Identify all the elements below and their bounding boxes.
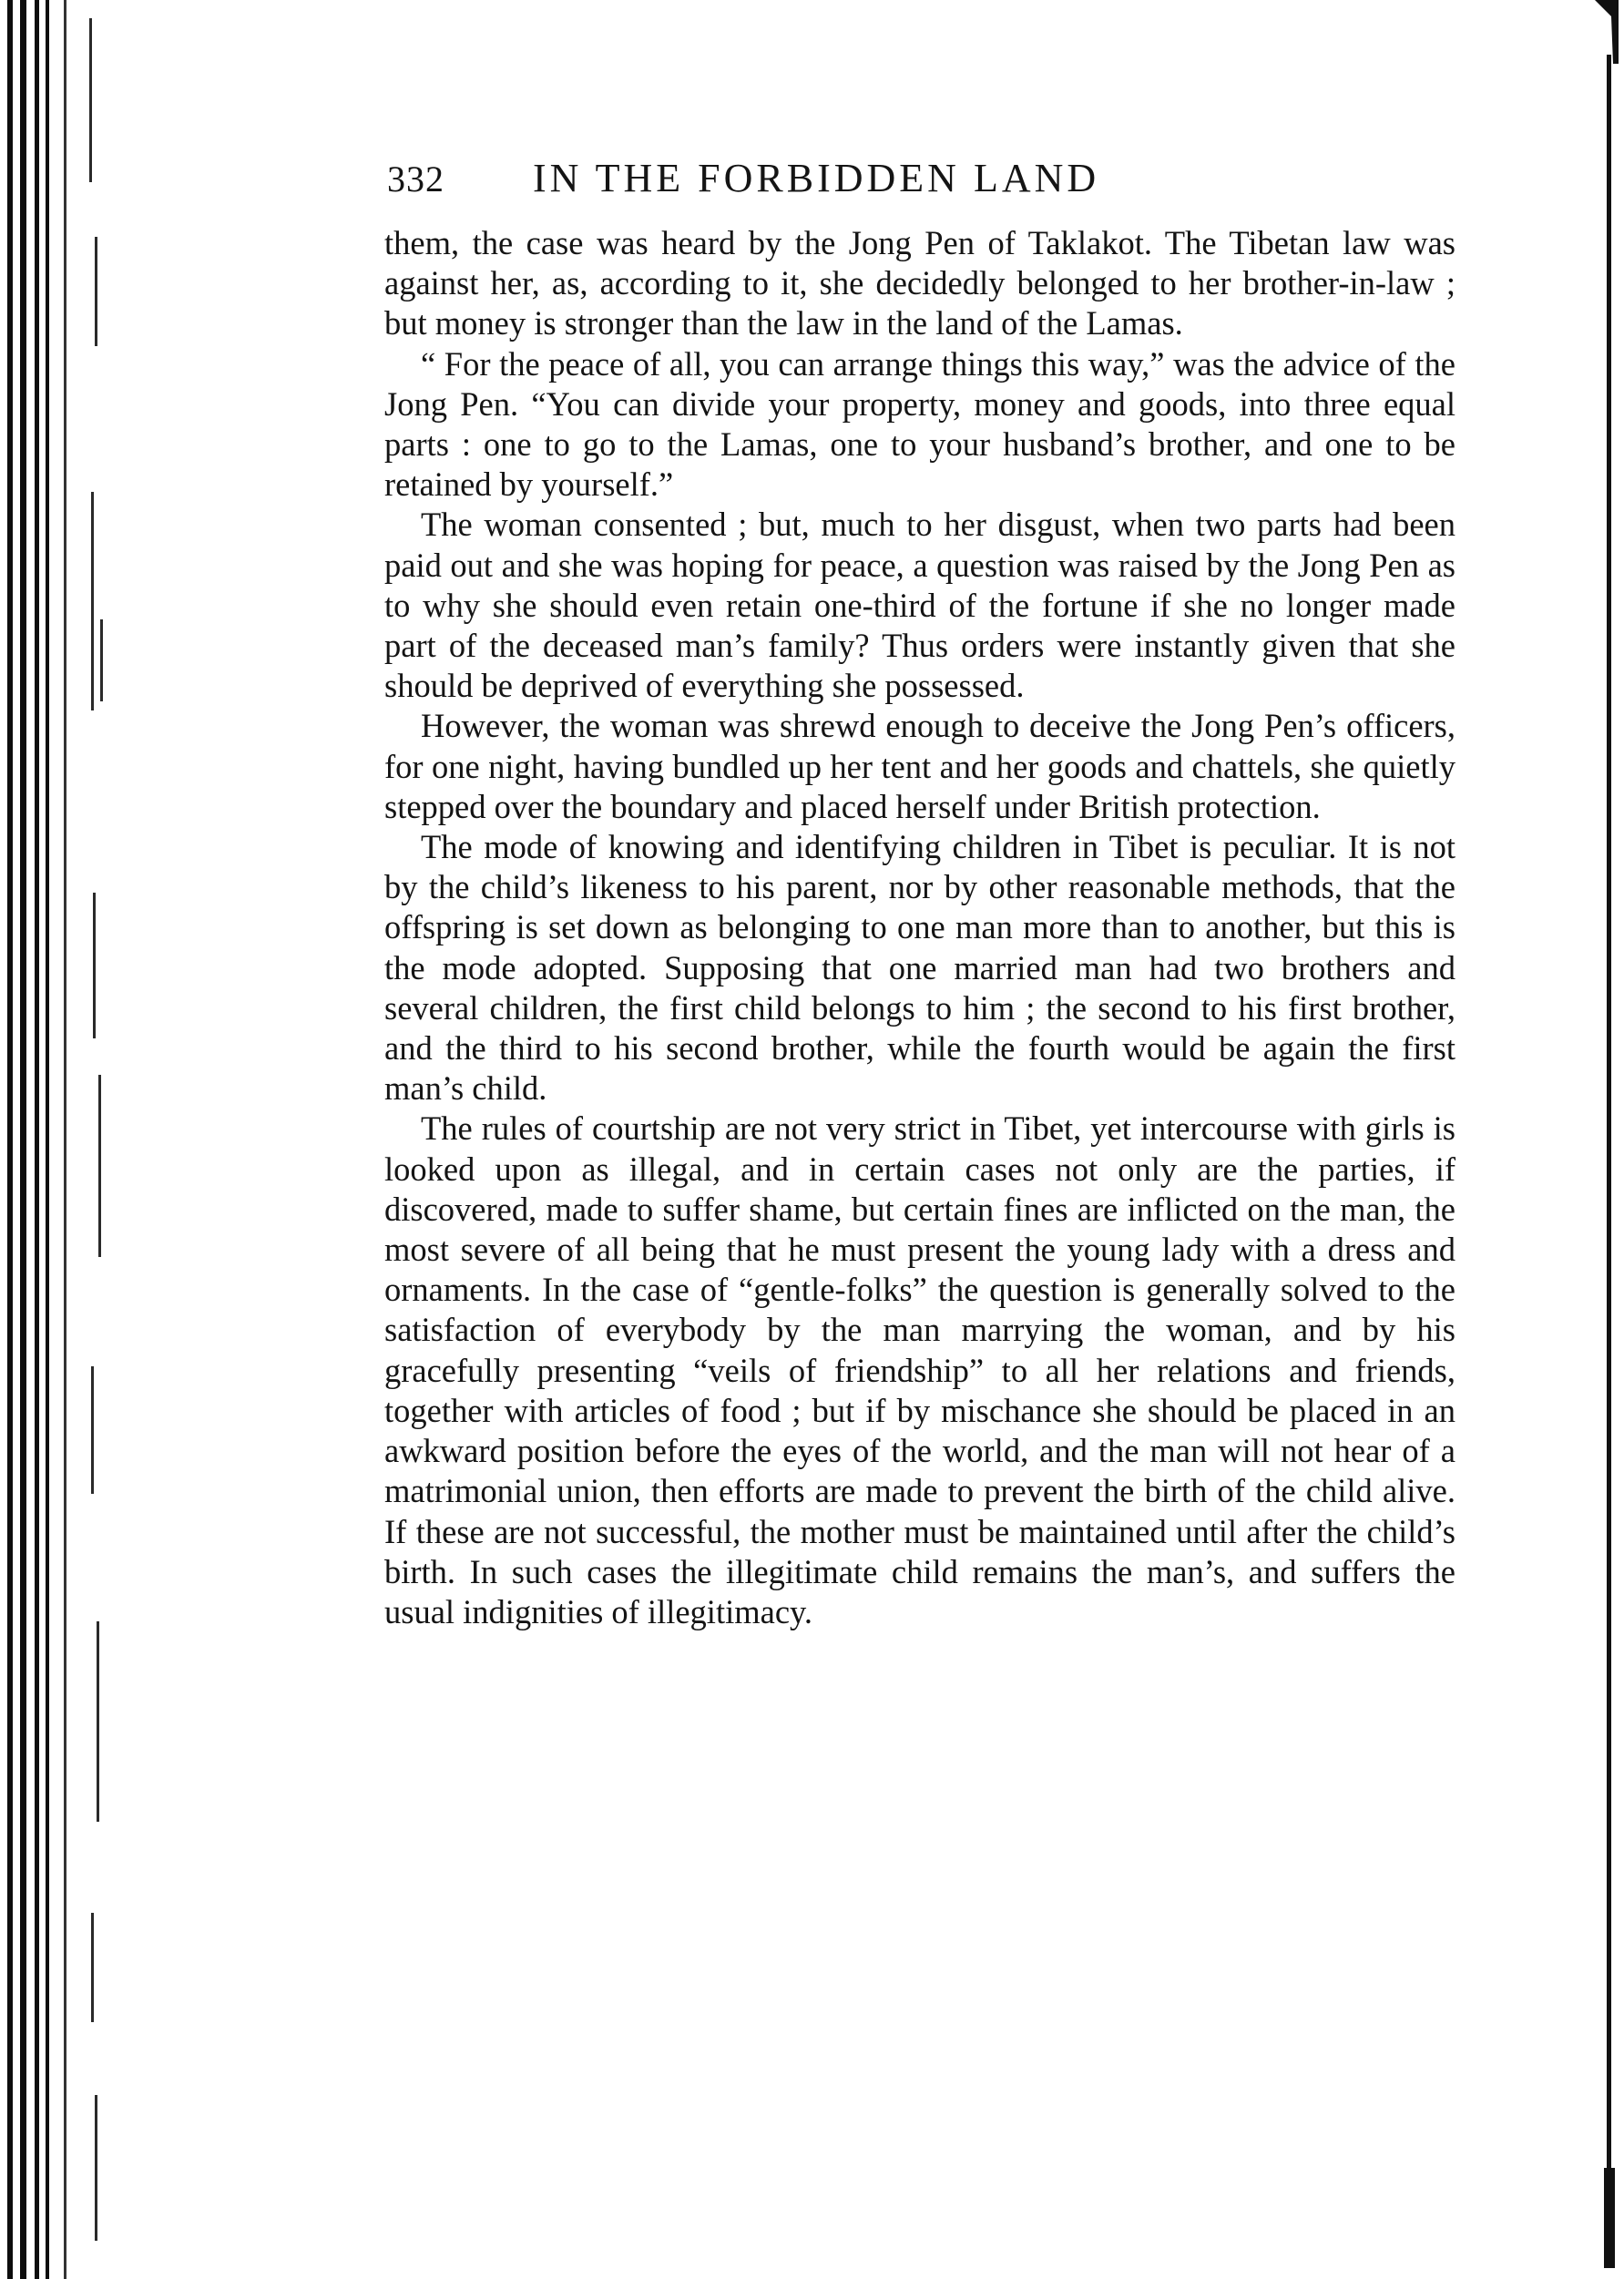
- gutter-mark: [98, 1075, 101, 1257]
- paragraph: The mode of knowing and identifying children in Tibet is peculiar. It is not by the child’s likeness to his parent, nor by other reasonable methods, that the offspring is set down as belonging to one man more than to another, but this is the mode adopted. Supposing that one married man had two brothers and several children, the first child belongs to him ; the second to his first brother, and the third to his second brother, while the fourth would be again the first man’s child.: [384, 828, 1455, 1108]
- paragraph: The rules of courtship are not very strict in Tibet, yet intercourse with girls is looked upon as illegal, and in certain cases not only are the parties, if discovered, made to suffer shame, but certain fines are inflicted on the man, the most severe of all being that he must present the young lady with a dress and ornaments. In the case of “gentle-folks” the question is generally solved to the satisfaction of everybody by the man marrying the woman, and by his gracefully presenting “veils of friendship” to all her relations and friends, together with articles of food ; but if by mischance she should be placed in an awkward position before the eyes of the world, and the man will not hear of a matrimonial union, then efforts are made to prevent the birth of the child alive. If these are not successful, the mother must be maintained until after the child’s birth. In such cases the illegitimate child remains the man’s, and suffers the usual indignities of illegitimacy.: [384, 1109, 1455, 1630]
- gutter-line: [7, 0, 13, 2279]
- gutter-mark: [91, 1366, 94, 1494]
- gutter-mark: [95, 237, 97, 346]
- gutter-mark: [97, 1621, 99, 1822]
- binding-gutter: [0, 0, 118, 2279]
- gutter-line: [64, 0, 66, 2279]
- gutter-line: [46, 0, 49, 2279]
- body-text: [384, 223, 1455, 1632]
- gutter-line: [20, 0, 26, 2279]
- page-edge-line: [1607, 55, 1611, 2223]
- page-edge-mark: [1604, 2168, 1615, 2268]
- page-number: 332: [387, 158, 444, 199]
- paragraph: However, the woman was shrewd enough to deceive the Jong Pen’s officers, for one night, having bundled up her tent and her goods and chattels, she quietly stepped over the boundary and placed herself under British protection.: [384, 707, 1455, 825]
- gutter-line: [35, 0, 39, 2279]
- paragraph: them, the case was heard by the Jong Pen of Taklakot. The Tibetan law was against her, as, according to it, she decidedly belonged to her brother-in-law ; but money is stronger than the law in the land of the Lamas.: [384, 224, 1455, 342]
- gutter-mark: [89, 18, 92, 182]
- gutter-mark: [95, 2095, 97, 2241]
- page-header: [387, 155, 1298, 219]
- gutter-mark: [93, 893, 96, 1038]
- gutter-mark: [100, 619, 103, 701]
- page-edge: [1588, 0, 1624, 2279]
- paragraph: The woman consented ; but, much to her disgust, when two parts had been paid out and she was hoping for peace, a question was raised by the Jong Pen as to why she should even retain one-third of the fortune if she no longer made part of the deceased man’s family? Thus orders were instantly given that she should be deprived of everything she possessed.: [384, 506, 1455, 705]
- running-head: IN THE FORBIDDEN LAND: [533, 156, 1100, 200]
- paragraph: “ For the peace of all, you can arrange things this way,” was the advice of the Jong Pen. “You can divide your property, money and goods, into three equal parts : one to go to the Lamas, one to your husband’s brother, and one to be retained by yourself.”: [384, 344, 1455, 504]
- gutter-mark: [91, 492, 94, 710]
- gutter-mark: [91, 1913, 94, 2022]
